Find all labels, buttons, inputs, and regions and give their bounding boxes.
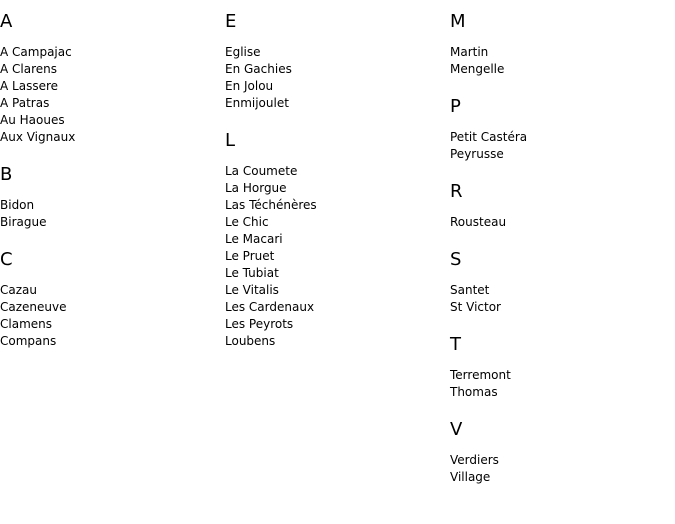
list-item xyxy=(0,299,220,316)
place-link[interactable]: En Jolou xyxy=(225,79,274,93)
place-link[interactable]: Au Haoues xyxy=(0,113,65,127)
place-link[interactable]: Les Cardenaux xyxy=(225,300,315,314)
list-item xyxy=(0,61,220,78)
place-link[interactable]: Le Pruet xyxy=(225,249,275,263)
place-link[interactable]: Enmijoulet xyxy=(225,96,289,110)
list-item xyxy=(225,197,445,214)
index-column-1 xyxy=(0,10,220,367)
list-item xyxy=(450,61,670,78)
list-item xyxy=(450,469,670,486)
list-item xyxy=(225,231,445,248)
letter-group-l xyxy=(225,129,445,350)
place-link[interactable]: Les Peyrots xyxy=(225,317,294,331)
place-list xyxy=(450,282,670,316)
place-list xyxy=(450,44,670,78)
place-link[interactable]: Le Macari xyxy=(225,232,283,246)
place-list xyxy=(450,452,670,486)
place-link[interactable]: Terremont xyxy=(450,368,511,382)
place-link[interactable]: Le Tubiat xyxy=(225,266,279,280)
list-item xyxy=(225,78,445,95)
place-link[interactable]: A Campajac xyxy=(0,45,72,59)
list-item xyxy=(450,299,670,316)
letter-heading: V xyxy=(450,419,463,440)
list-item xyxy=(450,452,670,469)
letter-group-t xyxy=(450,333,670,401)
place-link[interactable]: A Clarens xyxy=(0,62,57,76)
letter-group-e xyxy=(225,10,445,112)
place-list xyxy=(225,163,445,350)
place-link[interactable]: Village xyxy=(450,470,491,484)
list-item xyxy=(450,146,670,163)
list-item xyxy=(450,214,670,231)
letter-heading: R xyxy=(450,181,463,202)
letter-heading: C xyxy=(0,249,13,270)
list-item xyxy=(0,129,220,146)
letter-group-r xyxy=(450,180,670,231)
place-link[interactable]: Le Chic xyxy=(225,215,269,229)
list-item xyxy=(225,214,445,231)
list-item xyxy=(0,282,220,299)
letter-heading: L xyxy=(225,130,236,151)
list-item xyxy=(0,78,220,95)
place-list xyxy=(0,44,220,146)
place-link[interactable]: Mengelle xyxy=(450,62,505,76)
letter-group-v xyxy=(450,418,670,486)
place-link[interactable]: Martin xyxy=(450,45,489,59)
letter-heading: B xyxy=(0,164,13,185)
letter-group-m xyxy=(450,10,670,78)
place-link[interactable]: En Gachies xyxy=(225,62,292,76)
list-item xyxy=(225,299,445,316)
list-item xyxy=(450,129,670,146)
index-column-2 xyxy=(225,10,445,367)
place-link[interactable]: Eglise xyxy=(225,45,261,59)
letter-heading: A xyxy=(0,11,13,32)
place-link[interactable]: A Lassere xyxy=(0,79,59,93)
list-item xyxy=(225,61,445,78)
letter-group-s xyxy=(450,248,670,316)
place-link[interactable]: La Coumete xyxy=(225,164,298,178)
place-list xyxy=(450,214,670,231)
letter-heading: S xyxy=(450,249,462,270)
list-item xyxy=(225,44,445,61)
place-link[interactable]: Peyrusse xyxy=(450,147,504,161)
place-link[interactable]: Aux Vignaux xyxy=(0,130,76,144)
place-link[interactable]: Compans xyxy=(0,334,57,348)
list-item xyxy=(0,197,220,214)
place-link[interactable]: Rousteau xyxy=(450,215,507,229)
place-list xyxy=(450,367,670,401)
list-item xyxy=(225,265,445,282)
place-link[interactable]: La Horgue xyxy=(225,181,287,195)
list-item xyxy=(225,95,445,112)
list-item xyxy=(450,384,670,401)
place-list xyxy=(450,129,670,163)
letter-group-b xyxy=(0,163,220,231)
list-item xyxy=(0,214,220,231)
list-item xyxy=(450,282,670,299)
list-item xyxy=(0,44,220,61)
list-item xyxy=(225,316,445,333)
place-link[interactable]: Cazau xyxy=(0,283,37,297)
letter-group-p xyxy=(450,95,670,163)
place-link[interactable]: St Victor xyxy=(450,300,501,314)
list-item xyxy=(225,180,445,197)
letter-group-c xyxy=(0,248,220,350)
place-link[interactable]: Thomas xyxy=(450,385,498,399)
place-link[interactable]: Loubens xyxy=(225,334,276,348)
place-link[interactable]: Las Téchénères xyxy=(225,198,317,212)
list-item xyxy=(0,316,220,333)
list-item xyxy=(450,44,670,61)
letter-heading: T xyxy=(450,334,461,355)
place-list xyxy=(0,197,220,231)
place-link[interactable]: Birague xyxy=(0,215,47,229)
letter-heading: E xyxy=(225,11,237,32)
list-item xyxy=(225,248,445,265)
list-item xyxy=(225,163,445,180)
place-link[interactable]: Verdiers xyxy=(450,453,499,467)
list-item xyxy=(225,333,445,350)
letter-heading: P xyxy=(450,96,461,117)
place-link[interactable]: Petit Castéra xyxy=(450,130,528,144)
list-item xyxy=(0,95,220,112)
list-item xyxy=(0,112,220,129)
letter-group-a xyxy=(0,10,220,146)
list-item xyxy=(450,367,670,384)
place-link[interactable]: Cazeneuve xyxy=(0,300,67,314)
letter-heading: M xyxy=(450,11,466,32)
place-link[interactable]: Clamens xyxy=(0,317,52,331)
place-list xyxy=(0,282,220,350)
list-item xyxy=(0,333,220,350)
place-link[interactable]: Bidon xyxy=(0,198,35,212)
place-list xyxy=(225,44,445,112)
place-link[interactable]: Santet xyxy=(450,283,490,297)
place-link[interactable]: Le Vitalis xyxy=(225,283,279,297)
index-column-3 xyxy=(450,10,670,503)
place-link[interactable]: A Patras xyxy=(0,96,50,110)
list-item xyxy=(225,282,445,299)
